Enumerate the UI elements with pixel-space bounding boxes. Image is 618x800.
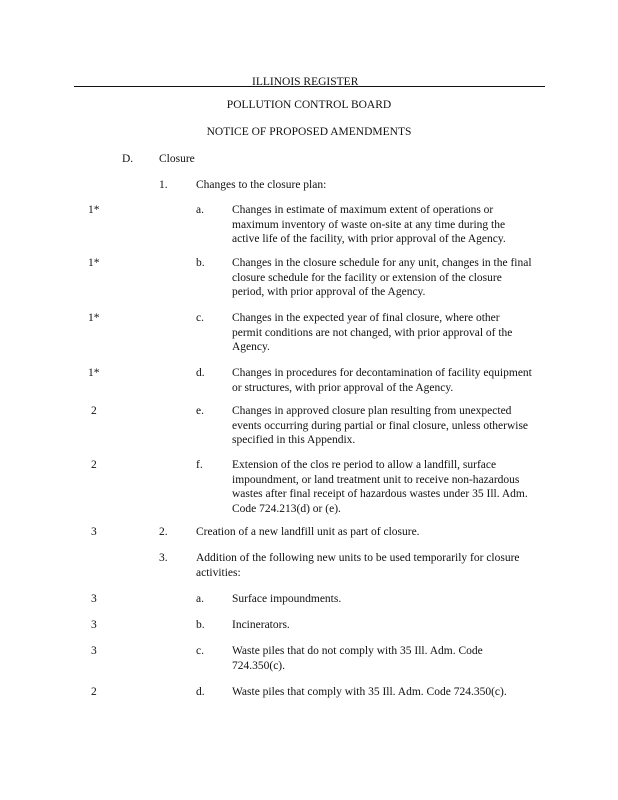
class-code: 1* — [88, 204, 100, 216]
section-letter: D. — [122, 153, 134, 165]
register-title: ILLINOIS REGISTER — [252, 76, 359, 88]
item-letter: c. — [196, 312, 204, 324]
item-letter: c. — [196, 645, 204, 657]
item-letter: d. — [196, 686, 205, 698]
item-number: 3. — [159, 552, 168, 564]
item-letter: a. — [196, 204, 204, 216]
item-letter: a. — [196, 593, 204, 605]
item-text: Changes in the expected year of final closure, where other permit conditions are not changed, with prior approval of the Agency. — [232, 312, 513, 354]
item-text: Changes in approved closure plan resulting from unexpected events occurring during partial or final closure, unless otherwise specified in this Appendix. — [232, 405, 529, 447]
item-text: Incinerators. — [232, 619, 290, 631]
class-code: 3 — [91, 619, 97, 631]
item-text: Changes in the closure schedule for any unit, changes in the final closure schedule for the facility or extension of the closure period, with prior approval of the Agency. — [232, 257, 532, 299]
item-letter: f. — [196, 459, 203, 471]
class-code: 2 — [91, 405, 97, 417]
board-name: POLLUTION CONTROL BOARD — [226, 99, 392, 111]
section-title: Closure — [159, 153, 195, 165]
class-code: 3 — [91, 526, 97, 538]
item-letter: d. — [196, 367, 205, 379]
class-code: 2 — [91, 459, 97, 471]
class-code: 1* — [88, 257, 100, 269]
item-letter: b. — [196, 257, 205, 269]
item-letter: b. — [196, 619, 205, 631]
class-code: 1* — [88, 367, 100, 379]
item-number: 2. — [159, 526, 168, 538]
item-text: Addition of the following new units to be used temporarily for closure activities: — [196, 552, 520, 579]
item-number: 1. — [159, 179, 168, 191]
notice-title: NOTICE OF PROPOSED AMENDMENTS — [206, 126, 412, 138]
class-code: 3 — [91, 593, 97, 605]
item-text: Surface impoundments. — [232, 593, 342, 605]
item-text: Changes to the closure plan: — [196, 179, 327, 191]
class-code: 3 — [91, 645, 97, 657]
item-text: Creation of a new landfill unit as part of closure. — [196, 526, 420, 538]
item-text: Extension of the clos re period to allow a landfill, surface impoundment, or land treatment unit to receive non-hazardous wastes after final receipt of hazardous wastes under 35 Ill. Adm. Code 724.213(d) or (e). — [232, 459, 528, 515]
item-letter: e. — [196, 405, 204, 417]
header-rule — [74, 86, 545, 87]
class-code: 2 — [91, 686, 97, 698]
item-text: Changes in estimate of maximum extent of operations or maximum inventory of waste on-site at any time during the active life of the facility, with prior approval of the Agency. — [232, 204, 506, 246]
class-code: 1* — [88, 312, 100, 324]
item-text: Changes in procedures for decontamination of facility equipment or structures, with prior approval of the Agency. — [232, 367, 532, 394]
item-text: Waste piles that comply with 35 Ill. Adm. Code 724.350(c). — [232, 686, 507, 698]
item-text: Waste piles that do not comply with 35 Ill. Adm. Code 724.350(c). — [232, 645, 483, 672]
